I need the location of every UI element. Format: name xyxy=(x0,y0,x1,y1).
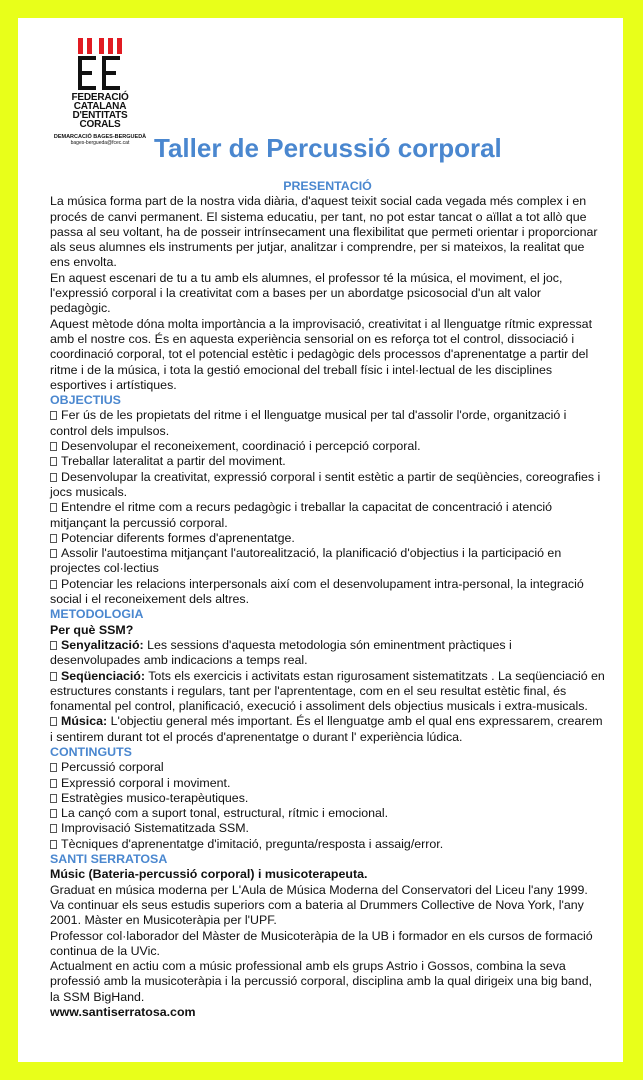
bio-paragraph: Actualment en actiu com a músic professional amb els grups Astrio i Gossos, combina la seva professió amb la musicoteràpia i la percussió corporal, disciplina amb la qual dirigeix una big band, la SSM BigHand. xyxy=(50,959,593,1004)
logo-line: FEDERACIÓ xyxy=(71,92,129,103)
list-item-text: Fer ús de les propietats del ritme i el llenguatge musical per tal d'assolir l'orde, organització i control dels impulsos. xyxy=(50,408,567,438)
logo-org-name xyxy=(50,93,150,129)
list-item-text: Potenciar les relacions interpersonals així com el desenvolupament intra-personal, la integració social i el reconeixement dels altres. xyxy=(50,576,584,607)
fcec-emblem-icon xyxy=(77,38,123,90)
logo-email: bages-bergueda@fcec.cat xyxy=(70,140,130,146)
list-item-text: Desenvolupar la creativitat, expressió corporal i sentit estètic a partir de seqüències, coreografies i jocs musicals. xyxy=(50,469,601,499)
list-item xyxy=(50,806,605,821)
checkbox-bullet-icon xyxy=(50,824,57,833)
checkbox-bullet-icon xyxy=(50,473,57,482)
list-item xyxy=(50,531,605,546)
list-item-text: Entendre el ritme com a recurs pedagògic i treballar la capacitat de concentració i atenció mitjançant la percussió corporal. xyxy=(50,500,553,530)
item-term: Seqüenciació: xyxy=(61,668,146,683)
checkbox-bullet-icon xyxy=(50,840,57,849)
main-content xyxy=(50,179,605,1020)
checkbox-bullet-icon xyxy=(50,549,57,558)
list-item xyxy=(50,714,605,745)
list-item xyxy=(50,776,605,791)
list-item xyxy=(50,500,605,531)
item-term: Música: xyxy=(61,714,108,729)
item-text: L'objectiu general més important. És el llenguatge amb el qual ens expressarem, crearem i sentirem durant tot el procés d'aprenentatge o durant l' experiència lúdica. xyxy=(50,714,603,744)
list-item xyxy=(50,454,605,469)
list-item-text: Assolir l'autoestima mitjançant l'autorealització, la planificació d'objectius i la participació en projectes col·lectius xyxy=(50,546,562,576)
list-item xyxy=(50,408,605,439)
fcec-logo xyxy=(50,38,150,146)
list-item-text: Percussió corporal xyxy=(61,760,164,775)
list-item xyxy=(50,577,605,608)
logo-demarcacio: DEMARCACIÓ BAGES-BERGUEDÀ xyxy=(53,134,147,140)
metodologia-subheading: Per què SSM? xyxy=(50,622,134,637)
checkbox-bullet-icon xyxy=(50,442,57,451)
checkbox-bullet-icon xyxy=(50,809,57,818)
bio-paragraph: Graduat en música moderna per L'Aula de Música Moderna del Conservatori del Liceu l'any 1999. Va continuar els seus estudis superiors com a bateria al Drummers Collective de Nova York, l'any 2001. Màster en Musicoteràpia per l'UPF. xyxy=(50,882,588,928)
logo-line: CORALS xyxy=(79,119,121,130)
checkbox-bullet-icon xyxy=(50,794,57,803)
bio-subheading: Músic (Bateria-percussió corporal) i musicoterapeuta. xyxy=(50,867,368,882)
presentacio-heading: PRESENTACIÓ xyxy=(283,179,372,193)
list-item xyxy=(50,821,605,836)
checkbox-bullet-icon xyxy=(50,534,57,543)
list-item-text: Treballar lateralitat a partir del moviment. xyxy=(61,454,286,469)
item-text: Tots els exercicis i activitats estan rigurosament sistematitzats . La seqüenciació en estructures constants i regulars, tant per l'aprententage, com en el seu resultat estètic final, és fonamental pel control, planificació, execució i assoliment dels objectius musicals i extra-musicals. xyxy=(50,668,605,714)
list-item-text: Desenvolupar el reconeixement, coordinació i percepció corporal. xyxy=(61,439,421,454)
page-title: Taller de Percussió corporal xyxy=(154,133,502,163)
presentacio-paragraph: En aquest escenari de tu a tu amb els alumnes, el professor té la música, el moviment, el joc, l'expressió corporal i la creativitat com a bases per un abordatge psicosocial d'un alt valor pedagògic. xyxy=(50,270,563,316)
list-item-text: Estratègies musico-terapèutiques. xyxy=(61,790,249,805)
bio-heading: SANTI SERRATOSA xyxy=(50,852,168,867)
logo-line: CATALANA xyxy=(73,101,127,112)
checkbox-bullet-icon xyxy=(50,779,57,788)
presentacio-paragraph: Aquest mètode dóna molta importància a la improvisació, creativitat i al llenguatge rítmic expressat amb el nostre cos. És en aquesta experiència sensorial on es reforça tot el control, dissociació i coordinació corporal, tot el potencial estètic i pedagògic dels processos d'aprenentatge a partir del ritme i de la música, i tota la gestió emocional del treball físic i intel·lectual de les disciplines esportives i artístiques. xyxy=(50,316,593,392)
checkbox-bullet-icon xyxy=(50,672,57,681)
checkbox-bullet-icon xyxy=(50,580,57,589)
continguts-list xyxy=(50,760,605,852)
item-text: Les sessions d'aquesta metodologia són eminentment pràctiques i desenvolupades amb indicacions a temps real. xyxy=(50,637,512,668)
list-item-text: Expressió corporal i moviment. xyxy=(61,775,231,790)
checkbox-bullet-icon xyxy=(50,763,57,772)
list-item xyxy=(50,470,605,501)
bio-paragraph: Professor col·laborador del Màster de Musicoteràpia de la UB i formador en els cursos de formació continua de la UVic. xyxy=(50,928,593,958)
checkbox-bullet-icon xyxy=(50,411,57,420)
flyer-page xyxy=(18,18,623,1062)
objectius-heading: OBJECTIUS xyxy=(50,393,121,408)
list-item-text: La cançó com a suport tonal, estructural, rítmic i emocional. xyxy=(61,806,389,821)
list-item xyxy=(50,546,605,577)
list-item xyxy=(50,837,605,852)
list-item xyxy=(50,669,605,715)
list-item-text: Improvisació Sistematitzada SSM. xyxy=(61,821,249,836)
objectius-list xyxy=(50,408,605,607)
checkbox-bullet-icon xyxy=(50,641,57,650)
item-term: Senyalització: xyxy=(61,637,144,652)
list-item-text: Potenciar diferents formes d'aprenentatge. xyxy=(61,530,295,545)
checkbox-bullet-icon xyxy=(50,457,57,466)
list-item-text: Tècniques d'aprenentatge d'imitació, pregunta/resposta i assaig/error. xyxy=(61,836,444,851)
list-item xyxy=(50,638,605,669)
continguts-heading: CONTINGUTS xyxy=(50,744,132,759)
list-item xyxy=(50,439,605,454)
list-item xyxy=(50,791,605,806)
list-item xyxy=(50,760,605,775)
logo-line: D'ENTITATS xyxy=(72,110,128,121)
checkbox-bullet-icon xyxy=(50,717,57,726)
checkbox-bullet-icon xyxy=(50,503,57,512)
metodologia-list xyxy=(50,638,605,745)
metodologia-heading: METODOLOGIA xyxy=(50,607,144,622)
website-link[interactable]: www.santiserratosa.com xyxy=(50,1005,196,1020)
presentacio-paragraph: La música forma part de la nostra vida diària, d'aquest teixit social cada vegada més complex i en procés de canvi permanent. El sistema educatiu, per tant, no pot estar tancat o aïllat a tot allò que passa al seu voltant, ha de posseir intrínsecament una flexibilitat que permeti orientar i proporcionar als seus alumnes els instruments per jutjar, analitzar i comprendre, per si mateixos, la realitat que ens envolta. xyxy=(50,194,598,270)
